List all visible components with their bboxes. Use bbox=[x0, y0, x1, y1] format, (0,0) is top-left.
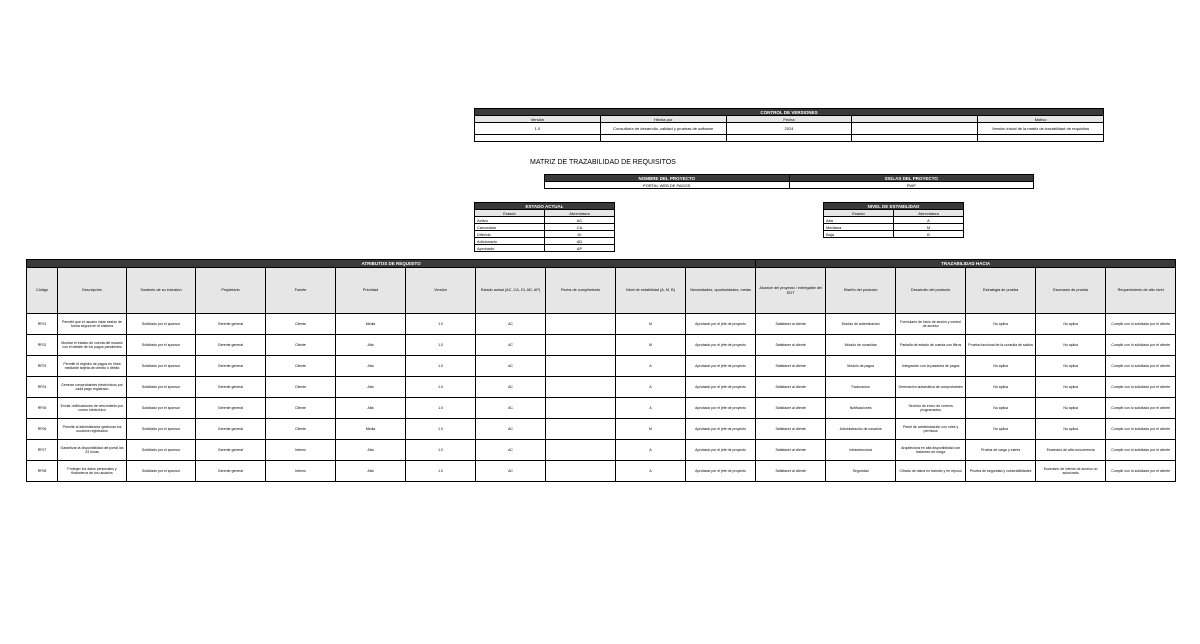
table-cell: Garantizar la disponibilidad del portal las 24 horas bbox=[58, 440, 127, 461]
table-cell: Cumplir con lo solicitado por el cliente bbox=[1106, 461, 1176, 482]
table-cell: Satisfacer al cliente bbox=[756, 440, 826, 461]
table-cell bbox=[546, 398, 616, 419]
table-cell: A bbox=[616, 440, 686, 461]
table-cell: 1.0 bbox=[406, 419, 476, 440]
table-cell: Alta bbox=[336, 335, 406, 356]
table-cell: Gerente general bbox=[196, 419, 266, 440]
table-cell: Cumplir con lo solicitado por el cliente bbox=[1106, 377, 1176, 398]
stability-name: Baja bbox=[824, 231, 894, 238]
stability-legend-table bbox=[823, 202, 964, 238]
table-cell: No aplica bbox=[1036, 356, 1106, 377]
table-cell: M bbox=[616, 335, 686, 356]
table-cell: Mostrar el estado de cuenta del usuario con el detalle de los pagos pendientes bbox=[58, 335, 127, 356]
stability-header: Estado bbox=[824, 210, 894, 217]
status-abbr: DI bbox=[545, 231, 615, 238]
table-row bbox=[27, 398, 1176, 419]
project-acronym: PWP bbox=[789, 182, 1034, 189]
table-cell: Aprobado por el jefe de proyecto bbox=[686, 419, 756, 440]
table-cell: Generación automática de comprobantes bbox=[896, 377, 966, 398]
table-cell: Facturación bbox=[826, 377, 896, 398]
table-cell: Solicitado por el sponsor bbox=[127, 440, 196, 461]
table-cell: Cliente bbox=[266, 314, 336, 335]
table-cell: Satisfacer al cliente bbox=[756, 419, 826, 440]
requirement-code: RF04 bbox=[27, 377, 58, 398]
table-cell: Cumplir con lo solicitado por el cliente bbox=[1106, 314, 1176, 335]
table-cell: Cliente bbox=[266, 356, 336, 377]
table-cell: No aplica bbox=[1036, 377, 1106, 398]
table-cell: Generar comprobantes electrónicos por cada pago registrado bbox=[58, 377, 127, 398]
column-header: Código bbox=[27, 268, 58, 314]
table-row bbox=[27, 377, 1176, 398]
abbreviation-header: Abreviatura bbox=[545, 210, 615, 217]
project-name: PORTAL WEB DE PAGOS bbox=[545, 182, 790, 189]
table-cell: AC bbox=[476, 440, 546, 461]
blank-header bbox=[852, 116, 978, 123]
table-cell: A bbox=[616, 356, 686, 377]
table-cell: Satisfacer al cliente bbox=[756, 398, 826, 419]
table-cell: Aprobado por el jefe de proyecto bbox=[686, 335, 756, 356]
table-cell bbox=[546, 335, 616, 356]
table-cell: Cliente bbox=[266, 419, 336, 440]
table-cell: Proteger los datos personales y financieros de los usuarios bbox=[58, 461, 127, 482]
table-cell bbox=[546, 314, 616, 335]
requirement-code: RF06 bbox=[27, 419, 58, 440]
table-cell: Escenario de alta concurrencia bbox=[1036, 440, 1106, 461]
column-header: Diseño del producto bbox=[826, 268, 896, 314]
table-cell: No aplica bbox=[966, 377, 1036, 398]
table-cell: Satisfacer al cliente bbox=[756, 314, 826, 335]
table-cell: AC bbox=[476, 356, 546, 377]
table-cell: Integración con la pasarela de pagos bbox=[896, 356, 966, 377]
made-by-cell bbox=[600, 135, 726, 142]
table-cell: Satisfacer al cliente bbox=[756, 335, 826, 356]
requirement-code: RF08 bbox=[27, 461, 58, 482]
table-row bbox=[27, 419, 1176, 440]
table-cell: Solicitado por el sponsor bbox=[127, 398, 196, 419]
table-cell: Cifrado de datos en tránsito y en reposo bbox=[896, 461, 966, 482]
column-header: Propietario bbox=[196, 268, 266, 314]
table-cell: Cumplir con lo solicitado por el cliente bbox=[1106, 440, 1176, 461]
table-cell: Gerente general bbox=[196, 314, 266, 335]
table-cell: Solicitado por el sponsor bbox=[127, 377, 196, 398]
requirement-code: RF03 bbox=[27, 356, 58, 377]
table-cell: Gerente general bbox=[196, 398, 266, 419]
table-cell: A bbox=[616, 398, 686, 419]
table-cell: Cumplir con lo solicitado por el cliente bbox=[1106, 398, 1176, 419]
table-cell: Pantalla de estado de cuenta con filtros bbox=[896, 335, 966, 356]
table-cell: Interno bbox=[266, 461, 336, 482]
version-cell: 1.0 bbox=[475, 123, 601, 135]
table-cell bbox=[546, 461, 616, 482]
column-header: Requerimiento de alto nivel bbox=[1106, 268, 1176, 314]
table-cell: Satisfacer al cliente bbox=[756, 377, 826, 398]
table-cell: Satisfacer al cliente bbox=[756, 461, 826, 482]
table-cell: AC bbox=[476, 419, 546, 440]
table-cell: Permitir el registro de pagos en línea mediante tarjeta de crédito o débito bbox=[58, 356, 127, 377]
requirement-code: RF05 bbox=[27, 398, 58, 419]
table-cell: Alta bbox=[336, 377, 406, 398]
table-cell: Administración de usuarios bbox=[826, 419, 896, 440]
table-cell: Arquitectura en alta disponibilidad con balanceo de carga bbox=[896, 440, 966, 461]
table-cell: M bbox=[616, 314, 686, 335]
table-cell: Escenario de intento de acceso no autorizado bbox=[1036, 461, 1106, 482]
table-cell: AC bbox=[476, 398, 546, 419]
table-cell: No aplica bbox=[1036, 419, 1106, 440]
table-cell: Seguridad bbox=[826, 461, 896, 482]
table-cell: Aprobado por el jefe de proyecto bbox=[686, 461, 756, 482]
table-cell: No aplica bbox=[1036, 398, 1106, 419]
table-cell: Solicitado por el sponsor bbox=[127, 335, 196, 356]
table-row bbox=[27, 335, 1176, 356]
table-cell: A bbox=[616, 461, 686, 482]
table-cell: 1.0 bbox=[406, 398, 476, 419]
stability-legend-title: NIVEL DE ESTABILIDAD bbox=[824, 203, 964, 210]
traceability-matrix bbox=[26, 259, 1176, 482]
table-cell: A bbox=[616, 377, 686, 398]
requirement-code: RF07 bbox=[27, 440, 58, 461]
table-cell bbox=[546, 356, 616, 377]
date-cell: 2024 bbox=[726, 123, 852, 135]
column-header: Sustento de su inclusión bbox=[127, 268, 196, 314]
table-cell: Módulo de pagos bbox=[826, 356, 896, 377]
table-cell: Cliente bbox=[266, 398, 336, 419]
table-cell: Satisfacer al cliente bbox=[756, 356, 826, 377]
version-header: Versión bbox=[475, 116, 601, 123]
table-cell: 1.0 bbox=[406, 314, 476, 335]
blank-cell bbox=[852, 123, 978, 135]
column-header: Fuente bbox=[266, 268, 336, 314]
table-cell: Permitir al administrador gestionar los usuarios registrados bbox=[58, 419, 127, 440]
blank-cell bbox=[852, 135, 978, 142]
table-cell: Solicitado por el sponsor bbox=[127, 314, 196, 335]
table-cell: No aplica bbox=[966, 356, 1036, 377]
requirement-code: RF02 bbox=[27, 335, 58, 356]
stability-abbr: M bbox=[894, 224, 964, 231]
table-cell: Formulario de inicio de sesión y control de acceso bbox=[896, 314, 966, 335]
table-cell: No aplica bbox=[1036, 335, 1106, 356]
status-header: Estado bbox=[475, 210, 545, 217]
table-cell: AC bbox=[476, 377, 546, 398]
column-header: Descripción bbox=[58, 268, 127, 314]
table-cell: Gerente general bbox=[196, 335, 266, 356]
table-cell: AC bbox=[476, 335, 546, 356]
column-header: Necesidades, oportunidades, metas bbox=[686, 268, 756, 314]
table-cell bbox=[546, 419, 616, 440]
table-cell: Panel de administración con roles y permisos bbox=[896, 419, 966, 440]
stability-abbr: B bbox=[894, 231, 964, 238]
project-acronym-header: SIGLAS DEL PROYECTO bbox=[789, 175, 1034, 182]
column-header: Nivel de estabilidad (A, M, B) bbox=[616, 268, 686, 314]
status-name: Aprobado bbox=[475, 245, 545, 252]
table-cell: 1.0 bbox=[406, 356, 476, 377]
reason-header: Motivo bbox=[978, 116, 1104, 123]
table-cell: Prueba funcional de la consulta de saldos bbox=[966, 335, 1036, 356]
project-name-header: NOMBRE DEL PROYECTO bbox=[545, 175, 790, 182]
table-cell: M bbox=[616, 419, 686, 440]
table-cell: AC bbox=[476, 314, 546, 335]
status-name: Activo bbox=[475, 217, 545, 224]
table-cell: Alta bbox=[336, 356, 406, 377]
table-cell: Gerente general bbox=[196, 356, 266, 377]
table-cell: Cliente bbox=[266, 377, 336, 398]
table-cell: Alta bbox=[336, 461, 406, 482]
stability-name: Alta bbox=[824, 217, 894, 224]
table-cell: Infraestructura bbox=[826, 440, 896, 461]
table-cell: Cliente bbox=[266, 335, 336, 356]
table-cell: Prueba de carga y estrés bbox=[966, 440, 1036, 461]
table-cell: AC bbox=[476, 461, 546, 482]
table-cell: Aprobado por el jefe de proyecto bbox=[686, 440, 756, 461]
reason-cell: Versión inicial de la matriz de trazabilidad de requisitos bbox=[978, 123, 1104, 135]
status-legend-table bbox=[474, 202, 615, 252]
made-by-header: Hecha por bbox=[600, 116, 726, 123]
status-name: Adicionado bbox=[475, 238, 545, 245]
table-cell: Aprobado por el jefe de proyecto bbox=[686, 398, 756, 419]
table-cell: No aplica bbox=[966, 398, 1036, 419]
version-control-title: CONTROL DE VERSIONES bbox=[475, 109, 1104, 116]
table-row bbox=[27, 440, 1176, 461]
status-name: Diferido bbox=[475, 231, 545, 238]
column-header: Escenario de prueba bbox=[1036, 268, 1106, 314]
attributes-group-header: ATRIBUTOS DE REQUISITO bbox=[27, 260, 756, 268]
table-cell: Cumplir con lo solicitado por el cliente bbox=[1106, 356, 1176, 377]
table-row bbox=[27, 356, 1176, 377]
table-cell: Solicitado por el sponsor bbox=[127, 461, 196, 482]
table-cell: 1.0 bbox=[406, 440, 476, 461]
requirement-code: RF01 bbox=[27, 314, 58, 335]
table-cell: 1.0 bbox=[406, 461, 476, 482]
status-name: Cancelado bbox=[475, 224, 545, 231]
status-legend-title: ESTADO ACTUAL bbox=[475, 203, 615, 210]
table-row bbox=[27, 314, 1176, 335]
status-abbr: CA bbox=[545, 224, 615, 231]
table-cell: Prueba de seguridad y vulnerabilidades bbox=[966, 461, 1036, 482]
stability-name: Mediana bbox=[824, 224, 894, 231]
table-cell: 1.0 bbox=[406, 335, 476, 356]
table-cell: Notificaciones bbox=[826, 398, 896, 419]
table-cell: Servicio de envío de correos programados bbox=[896, 398, 966, 419]
table-cell: Aprobado por el jefe de proyecto bbox=[686, 377, 756, 398]
table-cell bbox=[546, 377, 616, 398]
date-cell bbox=[726, 135, 852, 142]
abbreviation-header: Abreviatura bbox=[894, 210, 964, 217]
table-cell: Solicitado por el sponsor bbox=[127, 356, 196, 377]
table-cell: Cumplir con lo solicitado por el cliente bbox=[1106, 335, 1176, 356]
status-abbr: AC bbox=[545, 217, 615, 224]
table-cell: Módulo de consultas bbox=[826, 335, 896, 356]
table-cell: Media bbox=[336, 419, 406, 440]
table-cell: 1.0 bbox=[406, 377, 476, 398]
table-cell: Cumplir con lo solicitado por el cliente bbox=[1106, 419, 1176, 440]
table-cell: Aprobado por el jefe de proyecto bbox=[686, 356, 756, 377]
table-cell bbox=[546, 440, 616, 461]
table-cell: Gerente general bbox=[196, 440, 266, 461]
project-table bbox=[544, 174, 1034, 189]
column-header: Prioridad bbox=[336, 268, 406, 314]
document-title: MATRIZ DE TRAZABILIDAD DE REQUISITOS bbox=[530, 159, 676, 166]
table-row bbox=[27, 461, 1176, 482]
traceability-group-header: TRAZABILIDAD HACIA bbox=[756, 260, 1176, 268]
table-cell: No aplica bbox=[1036, 314, 1106, 335]
column-header: Alcance del proyecto / entregable del EDT bbox=[756, 268, 826, 314]
table-cell: Gerente general bbox=[196, 377, 266, 398]
column-header: Estado actual (AC, CA, DI, AD, AP) bbox=[476, 268, 546, 314]
version-cell bbox=[475, 135, 601, 142]
made-by-cell: Consultoría de desarrollo, calidad y pruebas de software bbox=[600, 123, 726, 135]
version-control-table bbox=[474, 108, 1104, 142]
reason-cell bbox=[978, 135, 1104, 142]
table-cell: Interno bbox=[266, 440, 336, 461]
table-cell: Alta bbox=[336, 440, 406, 461]
status-abbr: AP bbox=[545, 245, 615, 252]
table-cell: No aplica bbox=[966, 419, 1036, 440]
column-header: Versión bbox=[406, 268, 476, 314]
column-header: Fecha de cumplimiento bbox=[546, 268, 616, 314]
table-cell: Solicitado por el sponsor bbox=[127, 419, 196, 440]
column-header: Desarrollo del producto bbox=[896, 268, 966, 314]
column-header: Estrategia de prueba bbox=[966, 268, 1036, 314]
table-cell: Enviar notificaciones de vencimiento por correo electrónico bbox=[58, 398, 127, 419]
stability-abbr: A bbox=[894, 217, 964, 224]
table-cell: Gerente general bbox=[196, 461, 266, 482]
table-cell: Alta bbox=[336, 398, 406, 419]
table-cell: Módulo de autenticación bbox=[826, 314, 896, 335]
status-abbr: AD bbox=[545, 238, 615, 245]
date-header: Fecha bbox=[726, 116, 852, 123]
table-cell: Aprobado por el jefe de proyecto bbox=[686, 314, 756, 335]
table-cell: No aplica bbox=[966, 314, 1036, 335]
table-cell: Media bbox=[336, 314, 406, 335]
table-cell: Permitir que el usuario inicie sesión de forma segura en el sistema bbox=[58, 314, 127, 335]
